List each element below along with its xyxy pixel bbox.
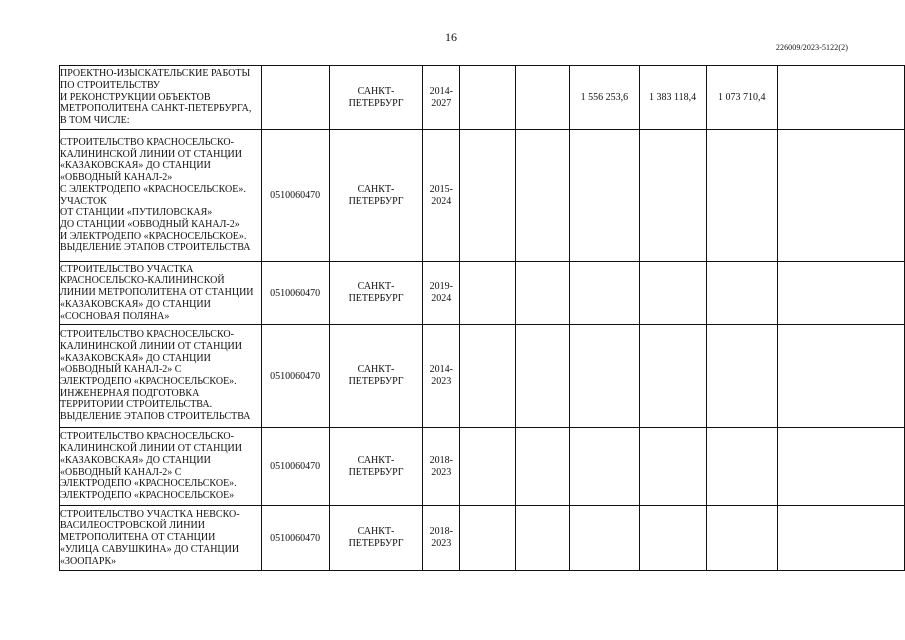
region-cell: САНКТ- ПЕТЕРБУРГ	[329, 130, 423, 262]
amount-cell	[460, 506, 516, 571]
amount-cell	[515, 325, 569, 428]
amount-cell	[570, 506, 640, 571]
region-cell: САНКТ- ПЕТЕРБУРГ	[329, 506, 423, 571]
amount-cell	[639, 428, 706, 506]
amount-cell	[706, 325, 777, 428]
amount-cell	[777, 130, 904, 262]
amount-cell	[706, 506, 777, 571]
region-cell: САНКТ- ПЕТЕРБУРГ	[329, 325, 423, 428]
budget-code-cell: 0510060470	[261, 262, 329, 325]
amount-cell	[570, 130, 640, 262]
amount-cell	[639, 506, 706, 571]
object-name-cell: СТРОИТЕЛЬСТВО КРАСНОСЕЛЬСКО- КАЛИНИНСКОЙ ЛИНИИ ОТ СТАНЦИИ «КАЗАКОВСКАЯ» ДО СТАНЦИИ «ОБВОДНЫЙ КАНАЛ-2» С ЭЛЕКТРОДЕПО «КРАСНОСЕЛЬСКОЕ». ИНЖЕНЕРНАЯ ПОДГОТОВКА ТЕРРИТОРИИ СТРОИТЕЛЬСТВА. ВЫДЕЛЕНИЕ ЭТАПОВ СТРОИТЕЛЬСТВА	[60, 325, 262, 428]
amount-cell	[570, 262, 640, 325]
amount-cell: 1 556 253,6	[570, 66, 640, 130]
amount-cell	[570, 428, 640, 506]
amount-cell	[706, 428, 777, 506]
amount-cell	[777, 262, 904, 325]
budget-code-cell: 0510060470	[261, 130, 329, 262]
region-cell: САНКТ- ПЕТЕРБУРГ	[329, 262, 423, 325]
amount-cell	[639, 130, 706, 262]
amount-cell: 1 073 710,4	[706, 66, 777, 130]
amount-cell	[515, 428, 569, 506]
budget-table	[59, 65, 905, 571]
amount-cell	[460, 428, 516, 506]
period-cell: 2019- 2024	[423, 262, 460, 325]
object-name-cell: СТРОИТЕЛЬСТВО УЧАСТКА КРАСНОСЕЛЬСКО-КАЛИНИНСКОЙ ЛИНИИ МЕТРОПОЛИТЕНА ОТ СТАНЦИИ «КАЗАКОВСКАЯ» ДО СТАНЦИИ «СОСНОВАЯ ПОЛЯНА»	[60, 262, 262, 325]
amount-cell	[515, 262, 569, 325]
budget-code-cell	[261, 66, 329, 130]
budget-code-cell: 0510060470	[261, 325, 329, 428]
amount-cell	[706, 130, 777, 262]
object-name-cell: СТРОИТЕЛЬСТВО УЧАСТКА НЕВСКО- ВАСИЛЕОСТРОВСКОЙ ЛИНИИ МЕТРОПОЛИТЕНА ОТ СТАНЦИИ «УЛИЦА САВУШКИНА» ДО СТАНЦИИ «ЗООПАРК»	[60, 506, 262, 571]
budget-code-cell: 0510060470	[261, 506, 329, 571]
amount-cell	[570, 325, 640, 428]
amount-cell	[777, 506, 904, 571]
amount-cell	[515, 130, 569, 262]
region-cell: САНКТ- ПЕТЕРБУРГ	[329, 66, 423, 130]
amount-cell: 1 383 118,4	[639, 66, 706, 130]
period-cell: 2015- 2024	[423, 130, 460, 262]
table-row	[60, 66, 905, 130]
amount-cell	[777, 325, 904, 428]
object-name-cell: СТРОИТЕЛЬСТВО КРАСНОСЕЛЬСКО- КАЛИНИНСКОЙ ЛИНИИ ОТ СТАНЦИИ «КАЗАКОВСКАЯ» ДО СТАНЦИИ «ОБВОДНЫЙ КАНАЛ-2» С ЭЛЕКТРОДЕПО «КРАСНОСЕЛЬСКОЕ». ЭЛЕКТРОДЕПО «КРАСНОСЕЛЬСКОЕ»	[60, 428, 262, 506]
amount-cell	[460, 262, 516, 325]
object-name-cell: СТРОИТЕЛЬСТВО КРАСНОСЕЛЬСКО- КАЛИНИНСКОЙ ЛИНИИ ОТ СТАНЦИИ «КАЗАКОВСКАЯ» ДО СТАНЦИИ «ОБВОДНЫЙ КАНАЛ-2» С ЭЛЕКТРОДЕПО «КРАСНОСЕЛЬСКОЕ». УЧАСТОК ОТ СТАНЦИИ «ПУТИЛОВСКАЯ» ДО СТАНЦИИ «ОБВОДНЫЙ КАНАЛ-2» И ЭЛЕКТРОДЕПО «КРАСНОСЕЛЬСКОЕ». ВЫДЕЛЕНИЕ ЭТАПОВ СТРОИТЕЛЬСТВА	[60, 130, 262, 262]
amount-cell	[777, 66, 904, 130]
amount-cell	[460, 130, 516, 262]
period-cell: 2018- 2023	[423, 428, 460, 506]
page-number: 16	[445, 30, 457, 44]
amount-cell	[460, 66, 516, 130]
period-cell: 2018- 2023	[423, 506, 460, 571]
amount-cell	[515, 66, 569, 130]
amount-cell	[777, 428, 904, 506]
table-row	[60, 325, 905, 428]
table-row	[60, 262, 905, 325]
period-cell: 2014- 2023	[423, 325, 460, 428]
amount-cell	[515, 506, 569, 571]
amount-cell	[460, 325, 516, 428]
amount-cell	[639, 325, 706, 428]
table-row	[60, 130, 905, 262]
amount-cell	[639, 262, 706, 325]
amount-cell	[706, 262, 777, 325]
period-cell: 2014- 2027	[423, 66, 460, 130]
table-row	[60, 428, 905, 506]
object-name-cell: ПРОЕКТНО-ИЗЫСКАТЕЛЬСКИЕ РАБОТЫ ПО СТРОИТЕЛЬСТВУ И РЕКОНСТРУКЦИИ ОБЪЕКТОВ МЕТРОПОЛИТЕНА САНКТ-ПЕТЕРБУРГА, В ТОМ ЧИСЛЕ:	[60, 66, 262, 130]
budget-code-cell: 0510060470	[261, 428, 329, 506]
document-id: 226009/2023-5122(2)	[775, 43, 848, 52]
region-cell: САНКТ- ПЕТЕРБУРГ	[329, 428, 423, 506]
table-row	[60, 506, 905, 571]
